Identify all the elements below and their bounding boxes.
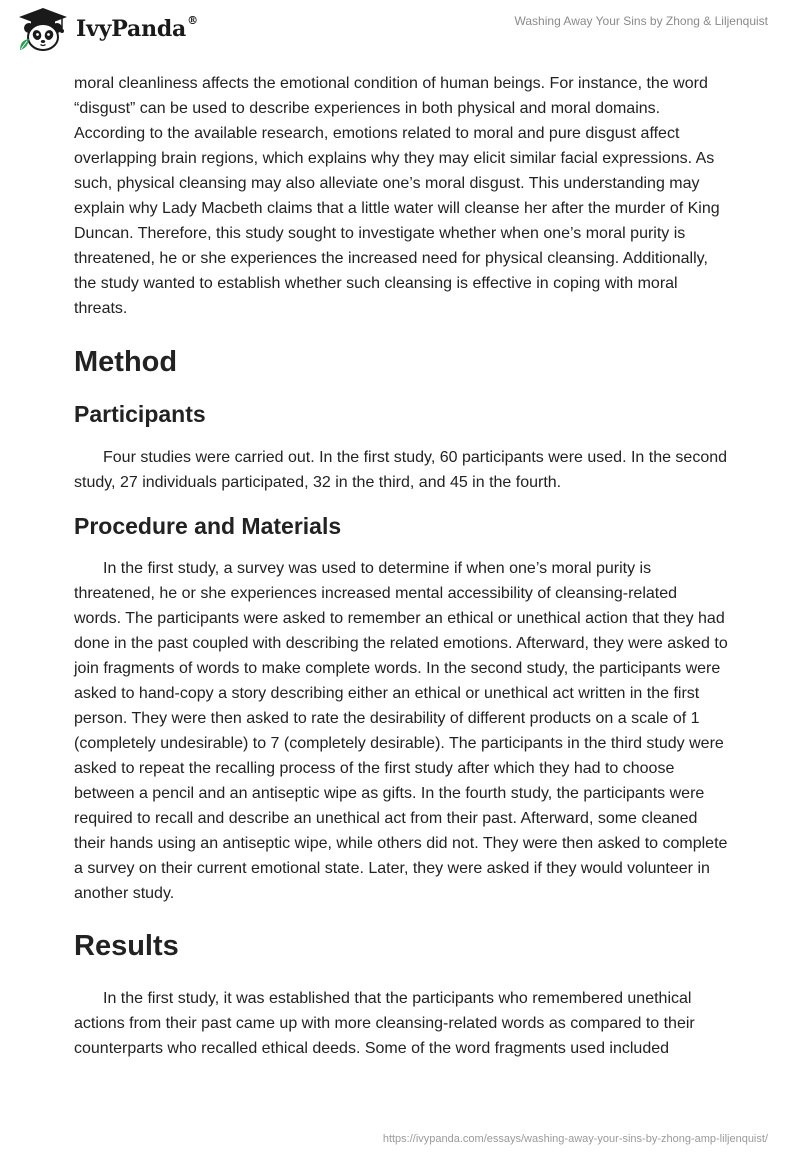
panda-graduate-icon [16,6,70,52]
source-url[interactable]: https://ivypanda.com/essays/washing-away-your-sins-by-zhong-amp-liljenquist/ [382,1133,768,1145]
logo-text: IvyPanda [76,16,187,42]
method-heading: Method [74,346,178,378]
logo-wordmark [76,16,198,42]
results-heading: Results [74,930,179,962]
intro-paragraph: moral cleanliness affects the emotional condition of human beings. For instance, the word “disgust” can be used to describe experiences in both physical and moral domains. According to the available research, emotions related to moral and pure disgust affect overlapping brain regions, which explains why they may elicit similar facial expressions. As such, physical cleansing may also alleviate one’s moral disgust. This understanding may explain why Lady Macbeth claims that a little water will cleanse her after the murder of King Duncan. Therefore, this study sought to investigate whether when one’s moral purity is threatened, he or she experiences the increased need for physical cleansing. Additionally, the study wanted to establish whether such cleansing is effective in coping with moral threats. [74,75,720,317]
page-header [0,0,800,64]
procedure-heading: Procedure and Materials [74,513,342,539]
participants-paragraph: Four studies were carried out. In the first study, 60 participants were used. In the second study, 27 individuals participated, 32 in the third, and 45 in the fourth. [74,449,728,491]
procedure-paragraph: In the first study, a survey was used to determine if when one’s moral purity is threatened, he or she experiences increased mental accessibility of cleansing-related words. The participants were asked to remember an ethical or unethical action that they had done in the past coupled with describing the related emotions. Afterward, they were asked to join fragments of words to make complete words. In the second study, the participants were asked to hand-copy a story describing either an ethical or unethical act written in the first person. They were then asked to rate the desirability of different products on a scale of 1 (completely undesirable) to 7 (completely desirable). The participants in the third study were asked to repeat the recalling process of the first study after which they had to choose between a pencil and an antiseptic wipe as gifts. In the fourth study, the participants were required to recall and describe an unethical act from their past. Afterward, some cleaned their hands using an antiseptic wipe, while others did not. They were then asked to complete a survey on their current emotional state. Later, they were asked if they would volunteer in another study. [74,560,728,902]
participants-heading: Participants [74,401,206,427]
essay-content [74,71,728,1061]
ivypanda-logo[interactable] [16,6,198,52]
results-paragraph: In the first study, it was established that the participants who remembered unethical actions from their past came up with more cleansing-related words as compared to their counterparts who recalled ethical deeds. Some of the word fragments used included [74,990,695,1057]
document-title: Washing Away Your Sins by Zhong & Liljenquist [514,14,768,28]
registered-mark: ® [187,14,198,27]
